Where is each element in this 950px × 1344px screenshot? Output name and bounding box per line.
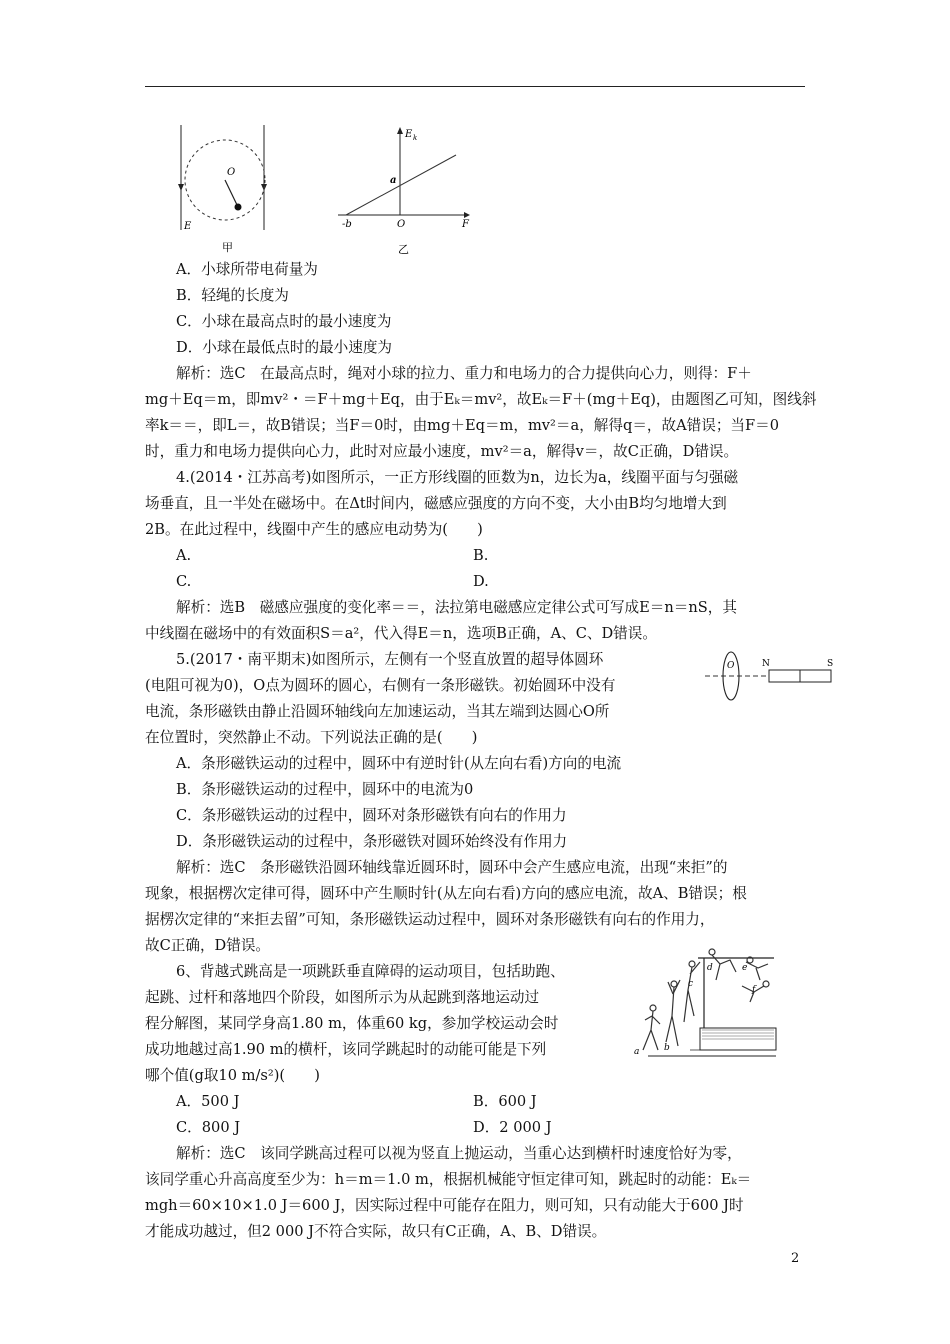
jump-label-e: e bbox=[742, 963, 748, 973]
yi-label-o: O bbox=[397, 219, 406, 230]
q4-stem-line: 4.(2014・江苏高考)如图所示，一正方形线圈的匝数为n，边长为a，线圈平面与匀强磁 bbox=[176, 469, 739, 486]
q6-option-c: C．800 J bbox=[176, 1119, 241, 1136]
jump-label-f: f bbox=[752, 985, 756, 995]
magnet-label-n: N bbox=[762, 659, 770, 669]
page-number: 2 bbox=[791, 1251, 800, 1266]
q6-analysis-line: 才能成功越过，但2 000 J不符合实际，故只有C正确，A、B、D错误。 bbox=[145, 1223, 607, 1240]
q6-analysis-line: mgh＝60×10×1.0 J＝600 J，因实际过程中可能存在阻力，则可知，只有动能大于600 J时 bbox=[145, 1197, 744, 1214]
jia-label-o: O bbox=[227, 167, 236, 178]
q4-option-c: C. bbox=[176, 573, 192, 590]
q3-analysis-line: mg＋Eq＝m，即mv²・＝F＋mg＋Eq，由于Eₖ＝mv²，故Eₖ＝F＋(mg＋Eq)，由题图乙可知，图线斜 bbox=[145, 391, 817, 408]
yi-caption: 乙 bbox=[398, 243, 409, 256]
yi-label-ek-sub: k bbox=[413, 134, 418, 142]
q5-analysis-line: 据楞次定律的“来拒去留”可知，条形磁铁运动过程中，圆环对条形磁铁有向右的作用力， bbox=[145, 911, 715, 928]
q5-stem-line: 5.(2017・南平期末)如图所示，左侧有一个竖直放置的超导体圆环 bbox=[176, 651, 604, 668]
q6-option-a: A．500 J bbox=[176, 1093, 240, 1110]
magnet-label-s: S bbox=[827, 659, 834, 669]
q5-stem-line: 电流，条形磁铁由静止沿圆环轴线向左加速运动，当其左端到达圆心O所 bbox=[145, 703, 610, 720]
q4-analysis-line: 中线圈在磁场中的有效面积S＝a²，代入得E＝n，选项B正确，A、C、D错误。 bbox=[145, 625, 657, 642]
q3-analysis-line: 时，重力和电场力提供向心力，此时对应最小速度，mv²＝a，解得v＝，故C正确，D错误。 bbox=[145, 443, 739, 460]
jump-label-c: c bbox=[688, 979, 694, 989]
q6-analysis-line: 解析：选C 该同学跳高过程可以视为竖直上抛运动，当重心达到横杆时速度恰好为零， bbox=[176, 1145, 742, 1162]
q5-stem-line: (电阻可视为0)，O点为圆环的圆心，右侧有一条形磁铁。初始圆环中没有 bbox=[145, 677, 616, 694]
q3-option-b: B．轻绳的长度为 bbox=[176, 287, 289, 304]
q3-analysis-line: 解析：选C 在最高点时，绳对小球的拉力、重力和电场力的合力提供向心力，则得：F＋ bbox=[176, 365, 752, 382]
q4-option-d: D. bbox=[473, 573, 489, 590]
jump-label-d: d bbox=[707, 963, 713, 973]
q4-analysis-line: 解析：选B 磁感应强度的变化率＝＝，法拉第电磁感应定律公式可写成E＝n＝nS，其 bbox=[176, 599, 737, 616]
q4-stem-line: 2B。在此过程中，线圈中产生的感应电动势为( ) bbox=[145, 521, 483, 538]
q6-analysis-line: 该同学重心升高高度至少为：h＝m＝1.0 m，根据机械能守恒定律可知，跳起时的动能：Eₖ＝ bbox=[145, 1171, 752, 1188]
q6-option-d: D．2 000 J bbox=[473, 1119, 552, 1136]
jump-label-a: a bbox=[634, 1047, 640, 1057]
q6-stem-line: 程分解图，某同学身高1.80 m，体重60 kg，参加学校运动会时 bbox=[145, 1015, 559, 1032]
q5-analysis-line: 故C正确，D错误。 bbox=[145, 937, 271, 954]
figure-ring-magnet bbox=[705, 650, 835, 710]
q6-stem-line: 6、背越式跳高是一项跳跃垂直障碍的运动项目，包括助跑、 bbox=[176, 963, 565, 980]
q3-analysis-line: 率k＝＝，即L＝，故B错误；当F＝0时，由mg＋Eq＝m，mv²＝a，解得q＝，故A错误；当F＝0 bbox=[145, 417, 780, 434]
q5-analysis-line: 现象，根据楞次定律可得，圆环中产生顺时针(从左向右看)方向的感应电流，故A、B错误；根 bbox=[145, 885, 747, 902]
q6-stem-line: 成功地越过高1.90 m的横杆，该同学跳起时的动能可能是下列 bbox=[145, 1041, 547, 1058]
q6-stem-line: 起跳、过杆和落地四个阶段，如图所示为从起跳到落地运动过 bbox=[145, 989, 540, 1006]
jia-label-e: E bbox=[184, 221, 192, 232]
q3-option-d: D．小球在最低点时的最小速度为 bbox=[176, 339, 393, 356]
q3-option-c: C．小球在最高点时的最小速度为 bbox=[176, 313, 392, 330]
q5-option-a: A．条形磁铁运动的过程中，圆环中有逆时针(从左向右看)方向的电流 bbox=[176, 755, 622, 772]
jump-label-b: b bbox=[664, 1043, 670, 1053]
q5-option-b: B．条形磁铁运动的过程中，圆环中的电流为0 bbox=[176, 781, 474, 798]
yi-label-ek: E bbox=[405, 129, 413, 140]
header-rule bbox=[145, 86, 805, 87]
jia-caption: 甲 bbox=[222, 241, 233, 254]
figure-yi bbox=[338, 125, 478, 260]
yi-label-a: a bbox=[390, 175, 397, 186]
figure-jia bbox=[170, 125, 280, 255]
q6-option-b: B．600 J bbox=[473, 1093, 537, 1110]
q5-option-d: D．条形磁铁运动的过程中，条形磁铁对圆环始终没有作用力 bbox=[176, 833, 568, 850]
q3-option-a: A．小球所带电荷量为 bbox=[176, 261, 318, 278]
figure-high-jump bbox=[628, 946, 778, 1061]
q4-stem-line: 场垂直，且一半处在磁场中。在Δt时间内，磁感应强度的方向不变，大小由B均匀地增大到 bbox=[145, 495, 727, 512]
yi-label-f: F bbox=[462, 219, 469, 230]
q5-option-c: C．条形磁铁运动的过程中，圆环对条形磁铁有向右的作用力 bbox=[176, 807, 567, 824]
yi-label-b: -b bbox=[342, 219, 352, 230]
q6-stem-line: 哪个值(g取10 m/s²)( ) bbox=[145, 1067, 320, 1084]
q4-option-a: A. bbox=[176, 547, 192, 564]
q5-stem-line: 在位置时，突然静止不动。下列说法正确的是( ) bbox=[145, 729, 478, 746]
q5-analysis-line: 解析：选C 条形磁铁沿圆环轴线靠近圆环时，圆环中会产生感应电流，出现“来拒”的 bbox=[176, 859, 728, 876]
q4-option-b: B. bbox=[473, 547, 489, 564]
ring-label-o: O bbox=[727, 661, 735, 671]
